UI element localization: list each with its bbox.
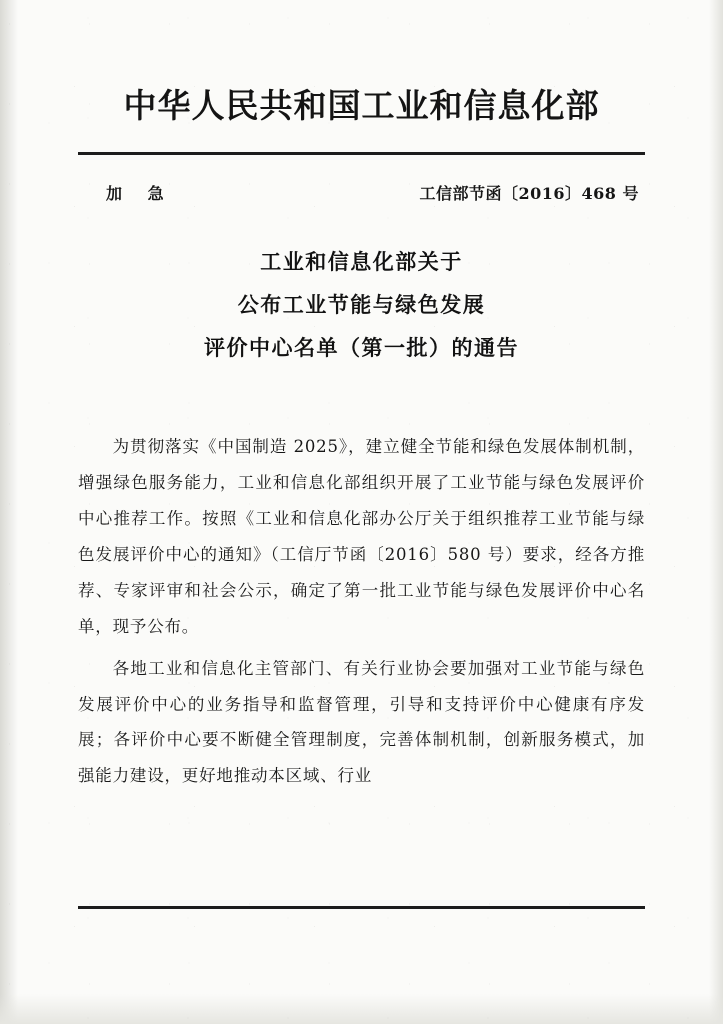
title-line-1: 工业和信息化部关于 <box>260 248 463 274</box>
title-line-3: 评价中心名单（第一批）的通告 <box>204 334 519 360</box>
footer-divider-bottom <box>78 906 645 909</box>
paragraph-1: 为贯彻落实《中国制造 2025》，建立健全节能和绿色发展体制机制，增强绿色服务能力，工业和信息化部组织开展了工业节能与绿色发展评价中心推荐工作。按照《工业和信息化部办公厅关于组织推荐工业节能与绿色发展评价中心的通知》（工信厅节函〔2016〕580 号）要求，经各方推荐、专家评审和社会公示，确定了第一批工业节能与绿色发展评价中心名单，现予公布。 <box>78 436 645 636</box>
header-divider-top <box>78 152 645 155</box>
scan-edge-right <box>709 0 723 1024</box>
masthead-title: 中华人民共和国工业和信息化部 <box>123 86 600 125</box>
document-title-block <box>78 240 645 369</box>
document-number: 工信部节函〔2016〕468 号 <box>419 183 639 203</box>
paragraph-2: 各地工业和信息化主管部门、有关行业协会要加强对工业节能与绿色发展评价中心的业务指导和监督管理，引导和支持评价中心健康有序发展；各评价中心要不断健全管理制度，完善体制机制，创新服务模式，加强能力建设，更好地推动本区域、行业 <box>78 658 645 786</box>
document-paragraphs <box>78 429 645 795</box>
title-line-2: 公布工业节能与绿色发展 <box>237 291 486 317</box>
urgency-label: 加 急 <box>106 183 174 203</box>
document-meta-row <box>78 181 645 204</box>
document-body <box>78 0 645 800</box>
scan-edge-bottom <box>0 994 723 1024</box>
scan-edge-left <box>0 0 18 1024</box>
